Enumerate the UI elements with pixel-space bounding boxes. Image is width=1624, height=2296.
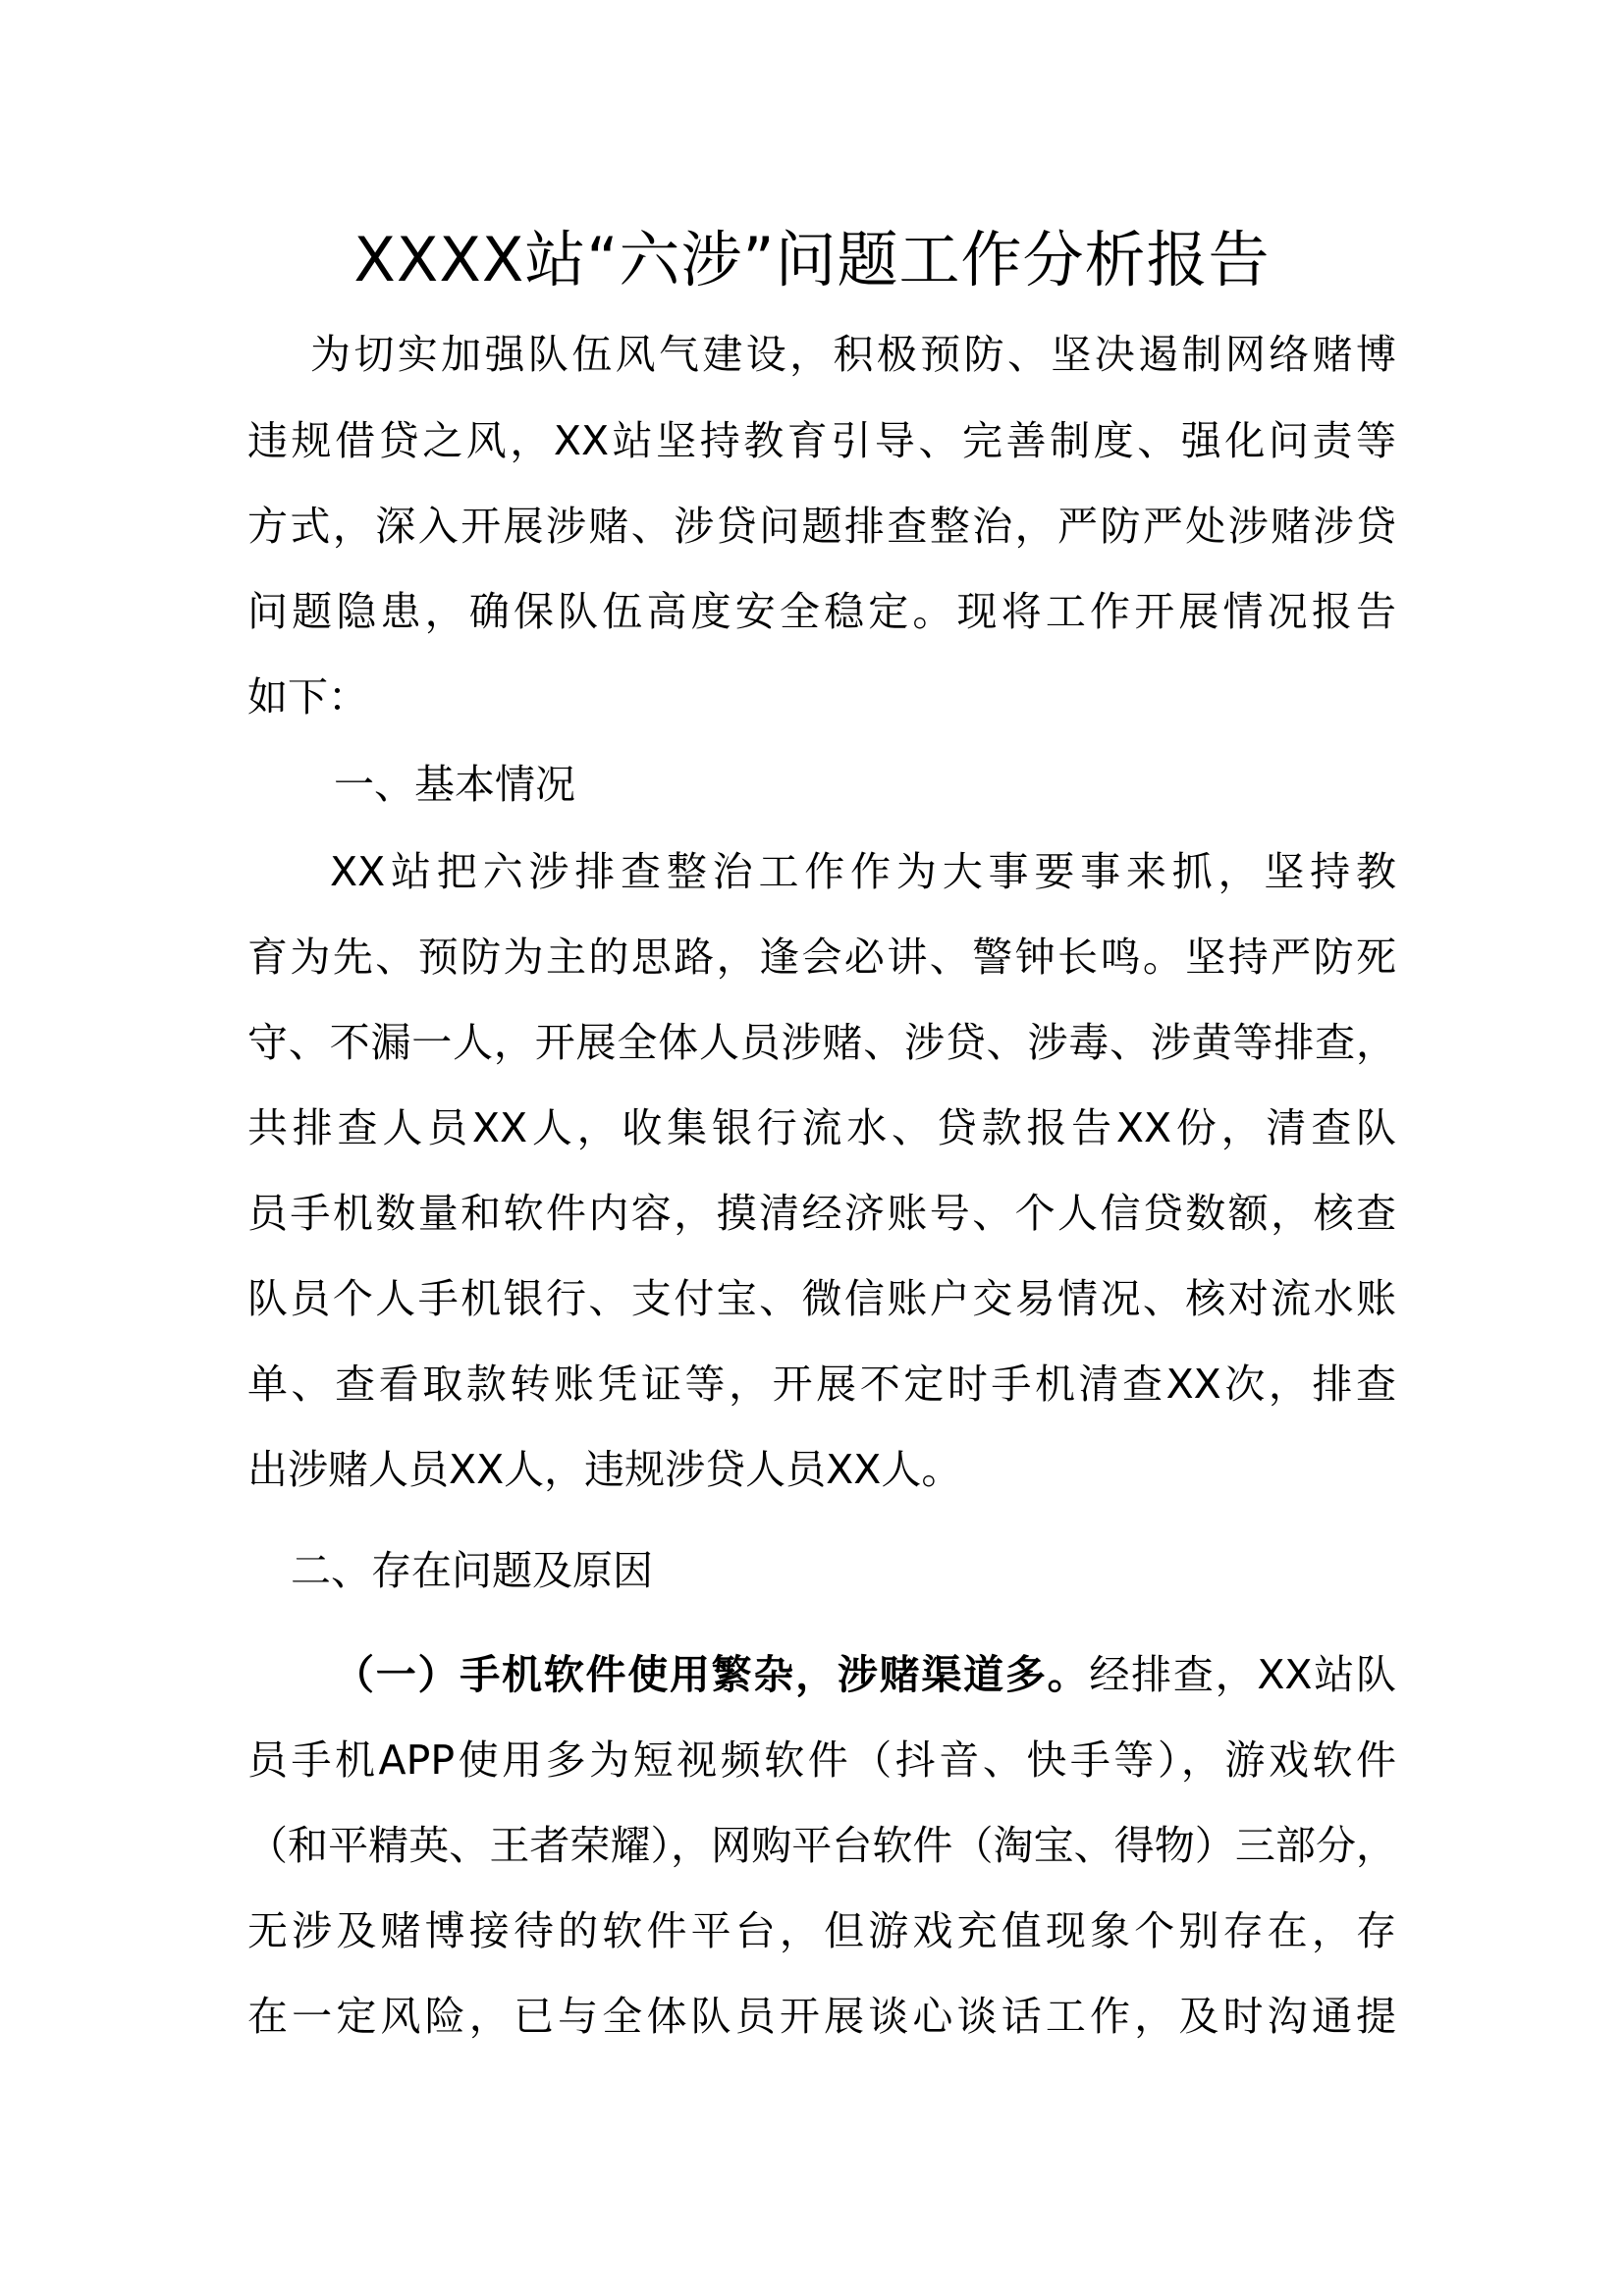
document-title: XXXX站“六涉”问题工作分析报告 xyxy=(353,224,1271,295)
section1-line: 共排查人员XX人，收集银行流水、贷款报告XX份，清查队 xyxy=(247,1104,1396,1151)
section2-item1-bold-lead: （一）手机软件使用繁杂，涉赌渠道多。 xyxy=(334,1651,1090,1698)
intro-line: 方式，深入开展涉赌、涉贷问题排查整治，严防严处涉赌涉贷 xyxy=(247,503,1396,550)
section2-item1-first-line xyxy=(334,1644,1396,1705)
section1-line: 出涉赌人员XX人，违规涉贷人员XX人。 xyxy=(247,1446,962,1493)
intro-line: 问题隐患，确保队伍高度安全稳定。现将工作开展情况报告 xyxy=(247,588,1396,635)
intro-line: 如下： xyxy=(247,673,368,721)
intro-line: 为切实加强队伍风气建设，积极预防、坚决遏制网络赌博 xyxy=(310,331,1396,378)
section1-line: 单、查看取款转账凭证等，开展不定时手机清查XX次，排查 xyxy=(247,1361,1396,1408)
section2-item1-line: 员手机APP使用多为短视频软件（抖音、快手等），游戏软件 xyxy=(247,1736,1396,1784)
section2-item1-first-line-rest: 经排查，XX站队 xyxy=(1089,1651,1396,1698)
section2-item1-line: 无涉及赌博接待的软件平台，但游戏充值现象个别存在，存 xyxy=(247,1907,1396,1954)
section1-line: 守、不漏一人，开展全体人员涉赌、涉贷、涉毒、涉黄等排查， xyxy=(247,1019,1396,1066)
section-heading-problems-and-causes: 二、存在问题及原因 xyxy=(291,1547,653,1594)
intro-line: 违规借贷之风，XX站坚持教育引导、完善制度、强化问责等 xyxy=(247,417,1396,464)
section1-line: XX站把六涉排查整治工作作为大事要事来抓，坚持教 xyxy=(330,848,1396,895)
section2-item1-line: （和平精英、王者荣耀），网购平台软件（淘宝、得物）三部分， xyxy=(247,1822,1396,1869)
section2-item1-line: 在一定风险，已与全体队员开展谈心谈话工作，及时沟通提 xyxy=(247,1993,1396,2040)
section1-line: 育为先、预防为主的思路，逢会必讲、警钟长鸣。坚持严防死 xyxy=(247,934,1396,981)
section1-line: 员手机数量和软件内容，摸清经济账号、个人信贷数额，核查 xyxy=(247,1190,1396,1237)
section1-line: 队员个人手机银行、支付宝、微信账户交易情况、核对流水账 xyxy=(247,1275,1396,1322)
section-heading-basic-situation: 一、基本情况 xyxy=(334,761,575,808)
